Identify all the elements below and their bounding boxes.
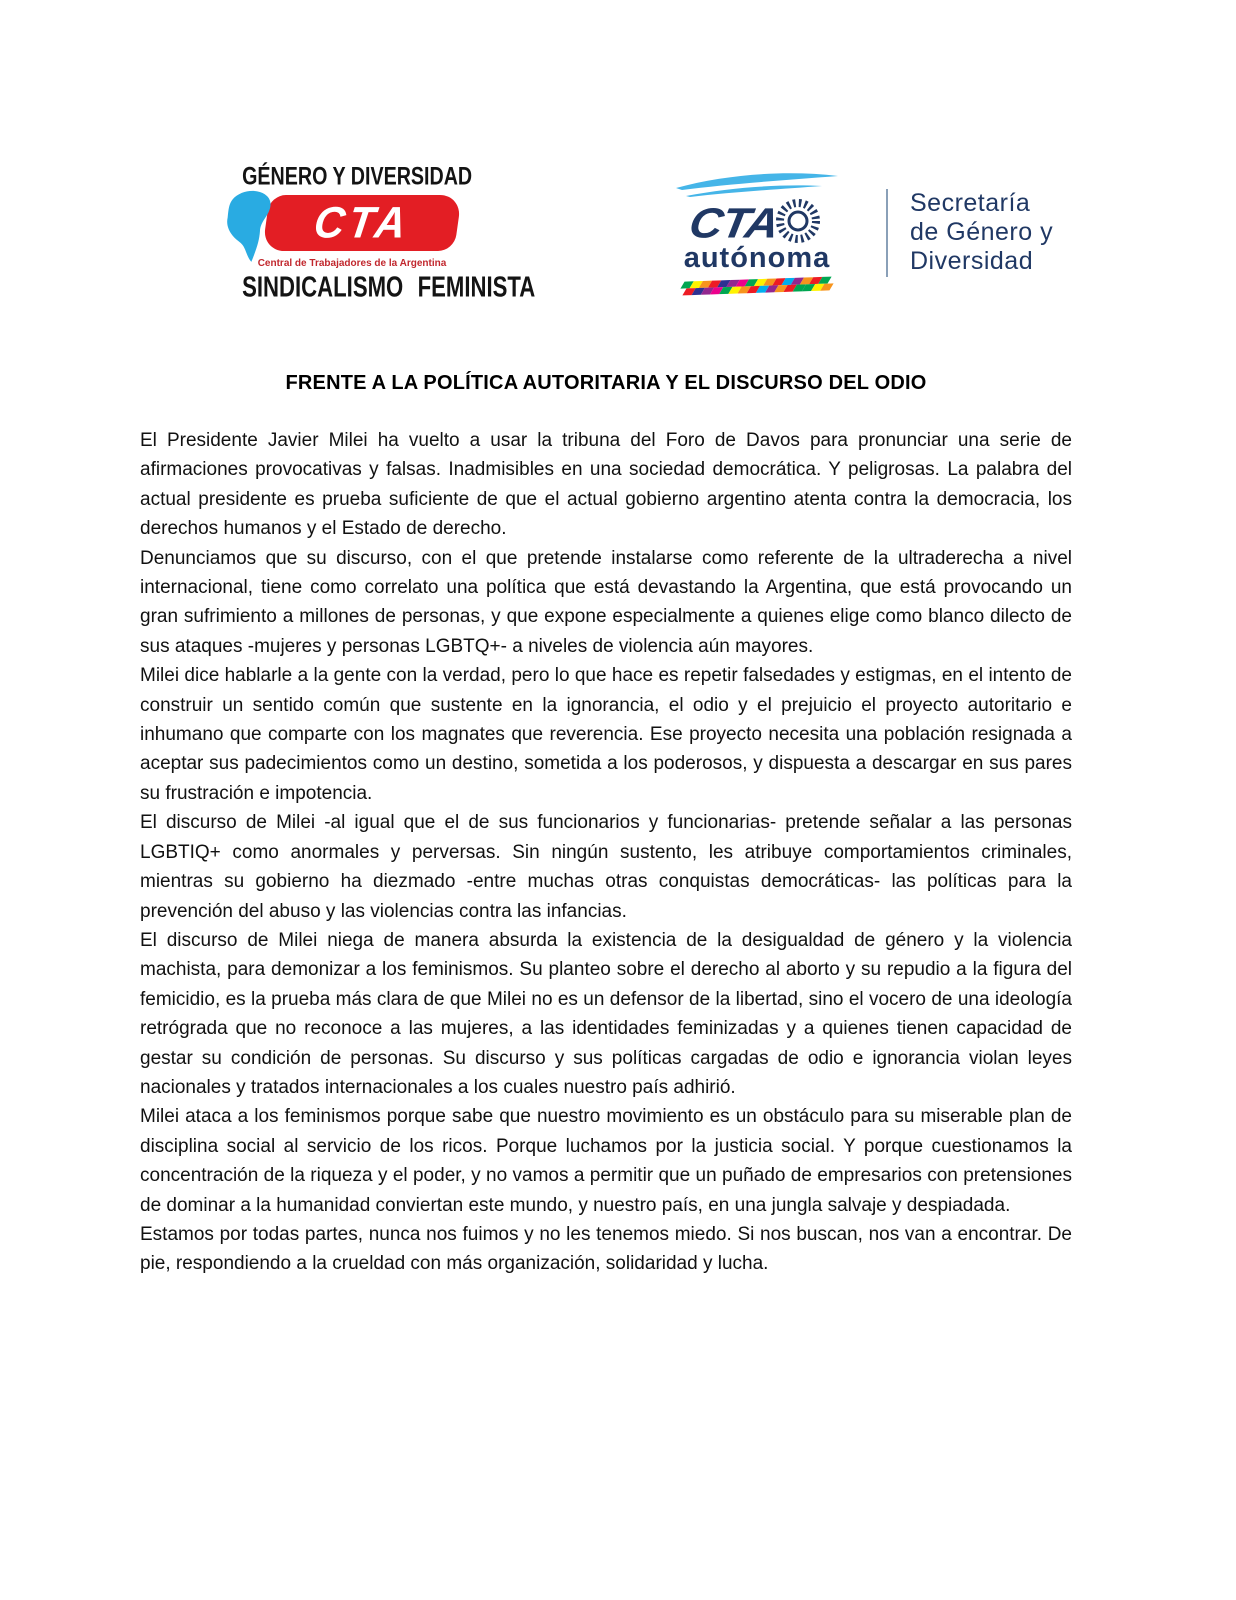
paragraph-2: Denunciamos que su discurso, con el que pretende instalarse como referente de la ultraderecha a nivel internacional, tiene como correlato una política que está devastando la Argentina, que está provocando un gran sufrimiento a millones de personas, y que expone especialmente a quienes elige como blanco dilecto de sus ataques -mujeres y personas LGBTQ+- a niveles de violencia aún mayores. — [140, 547, 1072, 657]
cta-letters: CTA — [310, 197, 414, 248]
secretaria-text — [910, 189, 1053, 276]
cta-navy-letters: CTA — [685, 199, 783, 247]
paragraph-7: Estamos por todas partes, nunca nos fuimos y no les tenemos miedo. Si nos buscan, nos van a encontrar. De pie, respondiendo a la crueldad con más organización, solidaridad y lucha. — [140, 1223, 1072, 1275]
paragraph-1: El Presidente Javier Milei ha vuelto a usar la tribuna del Foro de Davos para pronunciar una serie de afirmaciones provocativas y falsas. Inadmisibles en una sociedad democrática. Y peligrosas. La palabra del actual presidente es prueba suficiente de que el actual gobierno argentino atenta contra la democracia, los derechos humanos y el Estado de derecho. — [140, 430, 1072, 540]
paragraph-6: Milei ataca a los feminismos porque sabe que nuestro movimiento es un obstáculo para su miserable plan de disciplina social al servicio de los ricos. Porque luchamos por la justicia social. Y porque cuestionamos la concentración de la riqueza y el poder, y no vamos a permitir que un puñado de empresarios con pretensiones de dominar a la humanidad conviertan este mundo, y nuestro país, en una jungla salvaje y despiadada. — [140, 1106, 1072, 1216]
logo-divider — [886, 189, 888, 277]
paragraph-5: El discurso de Milei niega de manera absurda la existencia de la desigualdad de género y la violencia machista, para demonizar a los feminismos. Su planteo sobre el derecho al aborto y su repudio a la figura del femicidio, es la prueba más clara de que Milei no es un defensor de la libertad, sino el vocero de una ideología retrógrada que no reconoce a las mujeres, a las identidades feminizadas y a quienes tienen capacidad de gestar su condición de personas. Su discurso y sus políticas cargadas de odio e ignorancia violan leyes nacionales y tratados internacionales a los cuales nuestro país adhirió. — [140, 929, 1072, 1098]
secretaria-line-2: de Género y — [910, 218, 1054, 246]
cta-red-wordmark — [262, 195, 462, 251]
letter-body — [140, 372, 1072, 1279]
autonoma-text: autónoma — [683, 242, 831, 274]
cta-genero-diversidad-logo — [218, 162, 536, 303]
paragraph-3: Milei dice hablarle a la gente con la verdad, pero lo que hace es repetir falsedades y estigmas, en el intento de construir un sentido común que sustente en la ignorancia, el odio y el prejuicio el proyecto autoritario e inhumano que comparte con los magnates que reverencia. Ese proyecto necesita una población resignada a aceptar sus padecimientos como un destino, sometida a los poderosos, y dispuesta a descargar en sus pares su frustración e impotencia. — [140, 665, 1072, 804]
secretaria-line-1: Secretaría — [910, 189, 1031, 217]
letter-title: FRENTE A LA POLÍTICA AUTORITARIA Y EL DISCURSO DEL ODIO — [285, 372, 927, 394]
logo-left-tagline: Central de Trabajadores de la Argentina — [257, 258, 447, 269]
logo-left-bottom-text: SINDICALISMO FEMINISTA — [242, 271, 536, 303]
cta-emblem — [218, 195, 486, 257]
wiphala-stripe — [676, 276, 837, 295]
cta-autonoma-logo — [642, 172, 1072, 293]
logo-left-top-text: GÉNERO Y DIVERSIDAD — [242, 162, 473, 191]
secretaria-line-3: Diversidad — [910, 247, 1034, 275]
paragraph-4: El discurso de Milei -al igual que el de sus funcionarios y funcionarias- pretende señalar a las personas LGBTIQ+ como anormales y perversas. Sin ningún sustento, les atribuye comportamientos criminales, mientras su gobierno ha diezmado -entre muchas otras conquistas democráticas- las políticas para la prevención del abuso y las violencias contra las infancias. — [140, 812, 1072, 922]
cta-autonoma-mark — [642, 172, 872, 293]
letterhead — [0, 0, 1236, 303]
